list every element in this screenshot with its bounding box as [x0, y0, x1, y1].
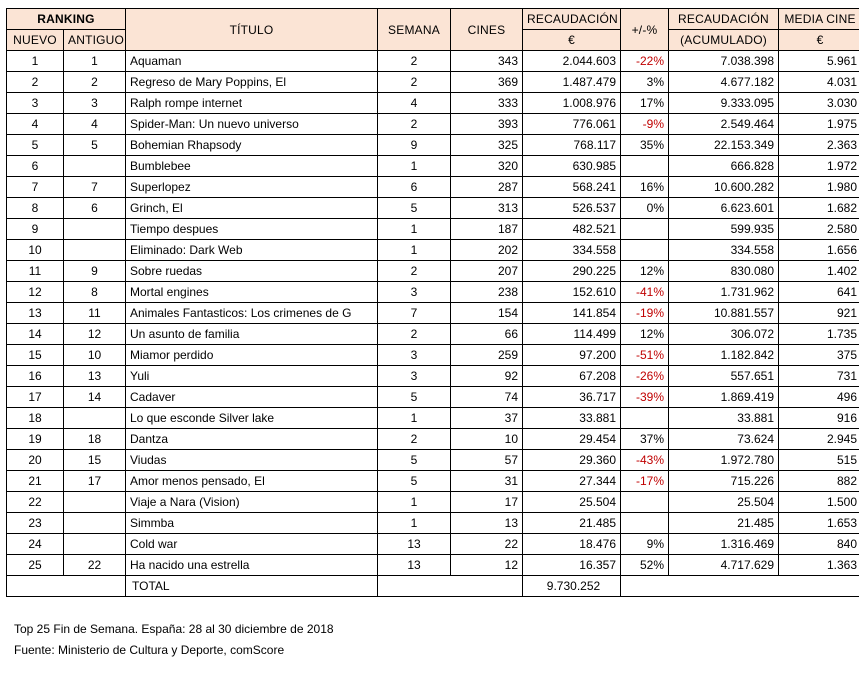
cell-titulo: Ralph rompe internet: [126, 93, 378, 114]
cell-titulo: Dantza: [126, 429, 378, 450]
cell-acumulado: 599.935: [669, 219, 779, 240]
table-row: [7, 282, 859, 303]
table-row: [7, 261, 859, 282]
cell-nuevo: 3: [7, 93, 64, 114]
header-recaudacion: RECAUDACIÓN: [523, 9, 621, 30]
cell-titulo: Ha nacido una estrella: [126, 555, 378, 576]
cell-nuevo: 11: [7, 261, 64, 282]
cell-media: 1.682: [779, 198, 859, 219]
cell-acumulado: 4.677.182: [669, 72, 779, 93]
header-semana: SEMANA: [378, 9, 451, 51]
cell-variacion: 12%: [621, 261, 669, 282]
table-row: [7, 114, 859, 135]
cell-media: 515: [779, 450, 859, 471]
cell-titulo: Cadaver: [126, 387, 378, 408]
cell-media: 375: [779, 345, 859, 366]
table-row: [7, 93, 859, 114]
cell-recaudacion: 27.344: [523, 471, 621, 492]
cell-semana: 5: [378, 198, 451, 219]
cell-recaudacion: 290.225: [523, 261, 621, 282]
cell-media: 1.972: [779, 156, 859, 177]
cell-variacion: -9%: [621, 114, 669, 135]
cell-recaudacion: 568.241: [523, 177, 621, 198]
cell-semana: 2: [378, 261, 451, 282]
cell-variacion: [621, 156, 669, 177]
cell-recaudacion: 114.499: [523, 324, 621, 345]
cell-titulo: Sobre ruedas: [126, 261, 378, 282]
cell-semana: 1: [378, 219, 451, 240]
cell-cines: 154: [451, 303, 523, 324]
cell-antiguo: 7: [64, 177, 126, 198]
cell-antiguo: 11: [64, 303, 126, 324]
cell-nuevo: 13: [7, 303, 64, 324]
cell-semana: 5: [378, 450, 451, 471]
cell-antiguo: 9: [64, 261, 126, 282]
cell-antiguo: 10: [64, 345, 126, 366]
cell-variacion: -17%: [621, 471, 669, 492]
cell-recaudacion: 33.881: [523, 408, 621, 429]
table-header: [7, 9, 859, 51]
cell-semana: 1: [378, 513, 451, 534]
cell-acumulado: 22.153.349: [669, 135, 779, 156]
cell-nuevo: 18: [7, 408, 64, 429]
cell-antiguo: 5: [64, 135, 126, 156]
cell-cines: 66: [451, 324, 523, 345]
total-row: [7, 576, 859, 597]
header-antiguo: ANTIGUO: [64, 30, 126, 51]
cell-media: 4.031: [779, 72, 859, 93]
header-titulo: TÍTULO: [126, 9, 378, 51]
cell-cines: 22: [451, 534, 523, 555]
footnote-scope: Top 25 Fin de Semana. España: 28 al 30 diciembre de 2018: [14, 622, 334, 636]
cell-cines: 313: [451, 198, 523, 219]
table-footer: [7, 576, 859, 597]
cell-antiguo: [64, 240, 126, 261]
cell-titulo: Miamor perdido: [126, 345, 378, 366]
cell-antiguo: 3: [64, 93, 126, 114]
cell-nuevo: 23: [7, 513, 64, 534]
cell-semana: 1: [378, 492, 451, 513]
cell-acumulado: 306.072: [669, 324, 779, 345]
cell-variacion: [621, 408, 669, 429]
cell-semana: 7: [378, 303, 451, 324]
cell-recaudacion: 21.485: [523, 513, 621, 534]
cell-titulo: Lo que esconde Silver lake: [126, 408, 378, 429]
cell-antiguo: [64, 156, 126, 177]
cell-semana: 5: [378, 471, 451, 492]
cell-nuevo: 19: [7, 429, 64, 450]
cell-variacion: 12%: [621, 324, 669, 345]
footnotes: [6, 619, 853, 661]
cell-titulo: Cold war: [126, 534, 378, 555]
cell-recaudacion: 29.360: [523, 450, 621, 471]
cell-nuevo: 17: [7, 387, 64, 408]
cell-nuevo: 10: [7, 240, 64, 261]
cell-cines: 238: [451, 282, 523, 303]
cell-media: 1.363: [779, 555, 859, 576]
cell-acumulado: 1.869.419: [669, 387, 779, 408]
cell-media: 1.402: [779, 261, 859, 282]
table-row: [7, 555, 859, 576]
cell-media: 916: [779, 408, 859, 429]
cell-media: 731: [779, 366, 859, 387]
cell-semana: 2: [378, 324, 451, 345]
cell-nuevo: 6: [7, 156, 64, 177]
cell-media: 2.363: [779, 135, 859, 156]
header-media-cine: MEDIA CINE: [779, 9, 859, 30]
table-body: [7, 51, 859, 576]
cell-antiguo: [64, 492, 126, 513]
table-row: [7, 303, 859, 324]
cell-acumulado: 334.558: [669, 240, 779, 261]
table-row: [7, 492, 859, 513]
header-row-1: [7, 9, 859, 30]
footnote-source: Fuente: Ministerio de Cultura y Deporte, comScore: [14, 643, 285, 657]
cell-media: 1.980: [779, 177, 859, 198]
cell-acumulado: 666.828: [669, 156, 779, 177]
cell-antiguo: 12: [64, 324, 126, 345]
cell-titulo: Un asunto de familia: [126, 324, 378, 345]
cell-variacion: 3%: [621, 72, 669, 93]
cell-recaudacion: 29.454: [523, 429, 621, 450]
cell-acumulado: 73.624: [669, 429, 779, 450]
cell-recaudacion: 36.717: [523, 387, 621, 408]
cell-variacion: -22%: [621, 51, 669, 72]
cell-antiguo: 1: [64, 51, 126, 72]
cell-semana: 2: [378, 51, 451, 72]
cell-antiguo: 8: [64, 282, 126, 303]
cell-acumulado: 2.549.464: [669, 114, 779, 135]
cell-semana: 3: [378, 345, 451, 366]
cell-titulo: Animales Fantasticos: Los crimenes de G: [126, 303, 378, 324]
cell-titulo: Amor menos pensado, El: [126, 471, 378, 492]
cell-variacion: [621, 492, 669, 513]
cell-acumulado: 557.651: [669, 366, 779, 387]
cell-antiguo: 6: [64, 198, 126, 219]
cell-nuevo: 21: [7, 471, 64, 492]
cell-antiguo: [64, 219, 126, 240]
cell-cines: 187: [451, 219, 523, 240]
cell-variacion: -51%: [621, 345, 669, 366]
cell-variacion: 17%: [621, 93, 669, 114]
cell-cines: 13: [451, 513, 523, 534]
cell-antiguo: 17: [64, 471, 126, 492]
cell-variacion: -41%: [621, 282, 669, 303]
cell-antiguo: 15: [64, 450, 126, 471]
cell-semana: 2: [378, 114, 451, 135]
cell-semana: 2: [378, 429, 451, 450]
cell-semana: 1: [378, 156, 451, 177]
cell-nuevo: 2: [7, 72, 64, 93]
cell-recaudacion: 482.521: [523, 219, 621, 240]
header-recaudacion-unit: €: [523, 30, 621, 51]
cell-variacion: 9%: [621, 534, 669, 555]
table-row: [7, 156, 859, 177]
cell-antiguo: [64, 408, 126, 429]
cell-semana: 1: [378, 408, 451, 429]
cell-acumulado: 1.182.842: [669, 345, 779, 366]
header-media-unit: €: [779, 30, 859, 51]
cell-cines: 287: [451, 177, 523, 198]
cell-titulo: Mortal engines: [126, 282, 378, 303]
cell-recaudacion: 1.487.479: [523, 72, 621, 93]
cell-recaudacion: 152.610: [523, 282, 621, 303]
cell-cines: 343: [451, 51, 523, 72]
table-row: [7, 450, 859, 471]
cell-media: 2.580: [779, 219, 859, 240]
cell-acumulado: 1.316.469: [669, 534, 779, 555]
cell-titulo: Grinch, El: [126, 198, 378, 219]
cell-titulo: Yuli: [126, 366, 378, 387]
table-row: [7, 471, 859, 492]
cell-antiguo: 18: [64, 429, 126, 450]
table-row: [7, 51, 859, 72]
table-row: [7, 198, 859, 219]
cell-recaudacion: 1.008.976: [523, 93, 621, 114]
table-row: [7, 240, 859, 261]
cell-antiguo: 22: [64, 555, 126, 576]
cell-semana: 3: [378, 366, 451, 387]
cell-titulo: Eliminado: Dark Web: [126, 240, 378, 261]
cell-titulo: Viudas: [126, 450, 378, 471]
cell-variacion: 37%: [621, 429, 669, 450]
cell-nuevo: 16: [7, 366, 64, 387]
table-row: [7, 324, 859, 345]
cell-acumulado: 10.600.282: [669, 177, 779, 198]
cell-cines: 202: [451, 240, 523, 261]
cell-media: 5.961: [779, 51, 859, 72]
cell-media: 2.945: [779, 429, 859, 450]
cell-media: 882: [779, 471, 859, 492]
cell-media: 496: [779, 387, 859, 408]
cell-cines: 325: [451, 135, 523, 156]
header-acumulado: RECAUDACIÓN: [669, 9, 779, 30]
cell-variacion: -39%: [621, 387, 669, 408]
table-row: [7, 513, 859, 534]
cell-nuevo: 7: [7, 177, 64, 198]
cell-acumulado: 21.485: [669, 513, 779, 534]
cell-variacion: 16%: [621, 177, 669, 198]
total-label: TOTAL: [126, 576, 378, 597]
cell-titulo: Aquaman: [126, 51, 378, 72]
cell-recaudacion: 776.061: [523, 114, 621, 135]
cell-cines: 333: [451, 93, 523, 114]
cell-nuevo: 20: [7, 450, 64, 471]
cell-recaudacion: 25.504: [523, 492, 621, 513]
cell-variacion: [621, 513, 669, 534]
cell-nuevo: 14: [7, 324, 64, 345]
cell-semana: 3: [378, 282, 451, 303]
cell-acumulado: 25.504: [669, 492, 779, 513]
cell-nuevo: 25: [7, 555, 64, 576]
cell-cines: 92: [451, 366, 523, 387]
cell-acumulado: 33.881: [669, 408, 779, 429]
cell-cines: 369: [451, 72, 523, 93]
table-row: [7, 345, 859, 366]
header-variacion: +/-%: [621, 9, 669, 51]
cell-recaudacion: 526.537: [523, 198, 621, 219]
cell-semana: 13: [378, 534, 451, 555]
cell-cines: 17: [451, 492, 523, 513]
cell-variacion: 52%: [621, 555, 669, 576]
table-row: [7, 72, 859, 93]
cell-cines: 31: [451, 471, 523, 492]
cell-acumulado: 10.881.557: [669, 303, 779, 324]
table-row: [7, 135, 859, 156]
cell-titulo: Bohemian Rhapsody: [126, 135, 378, 156]
cell-media: 1.656: [779, 240, 859, 261]
cell-nuevo: 8: [7, 198, 64, 219]
cell-variacion: 0%: [621, 198, 669, 219]
cell-variacion: -19%: [621, 303, 669, 324]
cell-antiguo: 14: [64, 387, 126, 408]
cell-recaudacion: 67.208: [523, 366, 621, 387]
cell-nuevo: 1: [7, 51, 64, 72]
cell-cines: 37: [451, 408, 523, 429]
cell-recaudacion: 630.985: [523, 156, 621, 177]
total-value: 9.730.252: [523, 576, 621, 597]
cell-acumulado: 9.333.095: [669, 93, 779, 114]
cell-media: 1.653: [779, 513, 859, 534]
table-row: [7, 177, 859, 198]
cell-antiguo: [64, 513, 126, 534]
cell-nuevo: 15: [7, 345, 64, 366]
cell-semana: 1: [378, 240, 451, 261]
cell-recaudacion: 141.854: [523, 303, 621, 324]
cell-cines: 10: [451, 429, 523, 450]
cell-variacion: [621, 240, 669, 261]
cell-media: 840: [779, 534, 859, 555]
header-ranking: RANKING: [7, 9, 126, 30]
cell-antiguo: 13: [64, 366, 126, 387]
header-nuevo: NUEVO: [7, 30, 64, 51]
cell-titulo: Superlopez: [126, 177, 378, 198]
cell-recaudacion: 768.117: [523, 135, 621, 156]
cell-cines: 259: [451, 345, 523, 366]
cell-recaudacion: 16.357: [523, 555, 621, 576]
cell-acumulado: 715.226: [669, 471, 779, 492]
cell-media: 921: [779, 303, 859, 324]
boxoffice-table: [6, 8, 859, 597]
cell-semana: 2: [378, 72, 451, 93]
cell-acumulado: 830.080: [669, 261, 779, 282]
cell-cines: 207: [451, 261, 523, 282]
cell-acumulado: 1.972.780: [669, 450, 779, 471]
cell-media: 641: [779, 282, 859, 303]
cell-nuevo: 12: [7, 282, 64, 303]
cell-recaudacion: 334.558: [523, 240, 621, 261]
cell-variacion: -43%: [621, 450, 669, 471]
header-acumulado-sub: (ACUMULADO): [669, 30, 779, 51]
cell-cines: 320: [451, 156, 523, 177]
cell-acumulado: 6.623.601: [669, 198, 779, 219]
cell-semana: 5: [378, 387, 451, 408]
cell-nuevo: 4: [7, 114, 64, 135]
cell-nuevo: 5: [7, 135, 64, 156]
cell-variacion: 35%: [621, 135, 669, 156]
cell-titulo: Tiempo despues: [126, 219, 378, 240]
cell-antiguo: 4: [64, 114, 126, 135]
cell-nuevo: 22: [7, 492, 64, 513]
cell-semana: 13: [378, 555, 451, 576]
cell-titulo: Regreso de Mary Poppins, El: [126, 72, 378, 93]
table-row: [7, 366, 859, 387]
cell-media: 1.500: [779, 492, 859, 513]
cell-semana: 6: [378, 177, 451, 198]
cell-nuevo: 24: [7, 534, 64, 555]
cell-acumulado: 1.731.962: [669, 282, 779, 303]
cell-nuevo: 9: [7, 219, 64, 240]
cell-cines: 393: [451, 114, 523, 135]
cell-semana: 4: [378, 93, 451, 114]
table-row: [7, 408, 859, 429]
table-row: [7, 219, 859, 240]
cell-cines: 57: [451, 450, 523, 471]
header-cines: CINES: [451, 9, 523, 51]
cell-media: 1.975: [779, 114, 859, 135]
cell-recaudacion: 18.476: [523, 534, 621, 555]
cell-antiguo: 2: [64, 72, 126, 93]
cell-media: 3.030: [779, 93, 859, 114]
cell-variacion: [621, 219, 669, 240]
cell-semana: 9: [378, 135, 451, 156]
cell-titulo: Spider-Man: Un nuevo universo: [126, 114, 378, 135]
cell-cines: 12: [451, 555, 523, 576]
cell-titulo: Viaje a Nara (Vision): [126, 492, 378, 513]
cell-antiguo: [64, 534, 126, 555]
cell-titulo: Simmba: [126, 513, 378, 534]
cell-media: 1.735: [779, 324, 859, 345]
cell-titulo: Bumblebee: [126, 156, 378, 177]
table-row: [7, 429, 859, 450]
table-row: [7, 387, 859, 408]
cell-recaudacion: 97.200: [523, 345, 621, 366]
table-row: [7, 534, 859, 555]
cell-recaudacion: 2.044.603: [523, 51, 621, 72]
cell-acumulado: 4.717.629: [669, 555, 779, 576]
cell-acumulado: 7.038.398: [669, 51, 779, 72]
cell-cines: 74: [451, 387, 523, 408]
cell-variacion: -26%: [621, 366, 669, 387]
